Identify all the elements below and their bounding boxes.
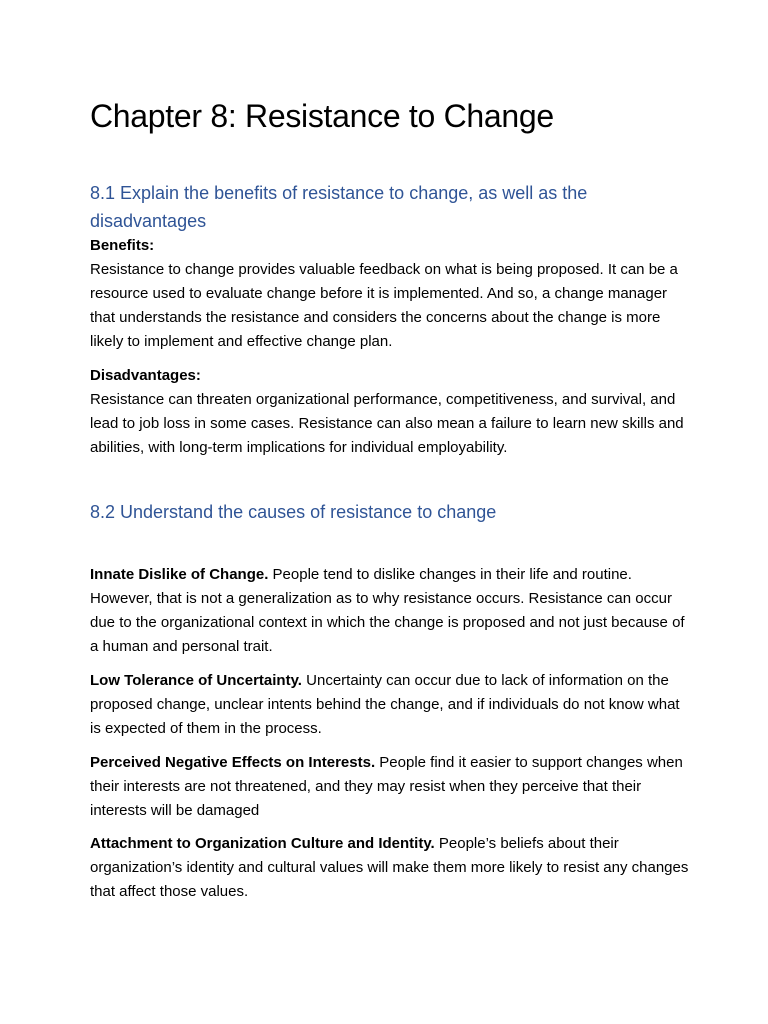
section-heading-8-1: 8.1 Explain the benefits of resistance to change, as well as the disadvantages (90, 183, 588, 231)
cause-label: Low Tolerance of Uncertainty. (90, 672, 302, 689)
cause-paragraph-negative-effects (90, 751, 690, 823)
benefits-label: Benefits: (90, 237, 155, 254)
section-heading-8-2: 8.2 Understand the causes of resistance to change (90, 502, 497, 522)
cause-text: People’s beliefs about their organization’s identity and cultural values will make them more likely to resist any changes that affect those values. (90, 835, 689, 900)
cause-label: Innate Dislike of Change. (90, 566, 269, 583)
cause-text: People tend to dislike changes in their life and routine. However, that is not a generalization as to why resistance occurs. Resistance can occur due to the organizational context in which the change is proposed and not just because of a human and personal trait. (90, 566, 685, 655)
cause-label: Attachment to Organization Culture and Identity. (90, 835, 435, 852)
benefits-block (90, 234, 690, 354)
disadvantages-label: Disadvantages: (90, 367, 201, 384)
cause-paragraph-culture-attachment (90, 832, 690, 904)
cause-text: People find it easier to support changes when their interests are not threatened, and they may resist when they perceive that their interests will be damaged (90, 754, 683, 819)
cause-paragraph-low-tolerance (90, 669, 690, 741)
cause-paragraph-innate-dislike (90, 563, 690, 659)
benefits-text: Resistance to change provides valuable feedback on what is being proposed. It can be a resource used to evaluate change before it is implemented. And so, a change manager that understands the resistance and considers the concerns about the change is more likely to implement and effective change plan. (90, 261, 678, 350)
disadvantages-text: Resistance can threaten organizational performance, competitiveness, and survival, and lead to job loss in some cases. Resistance can also mean a failure to learn new skills and abilities, with long-term implications for individual employability. (90, 391, 684, 456)
cause-label: Perceived Negative Effects on Interests. (90, 754, 376, 771)
disadvantages-block (90, 364, 690, 460)
chapter-title: Chapter 8: Resistance to Change (90, 98, 554, 134)
cause-text: Uncertainty can occur due to lack of information on the proposed change, unclear intents behind the change, and if individuals do not know what is expected of them in the process. (90, 672, 680, 737)
